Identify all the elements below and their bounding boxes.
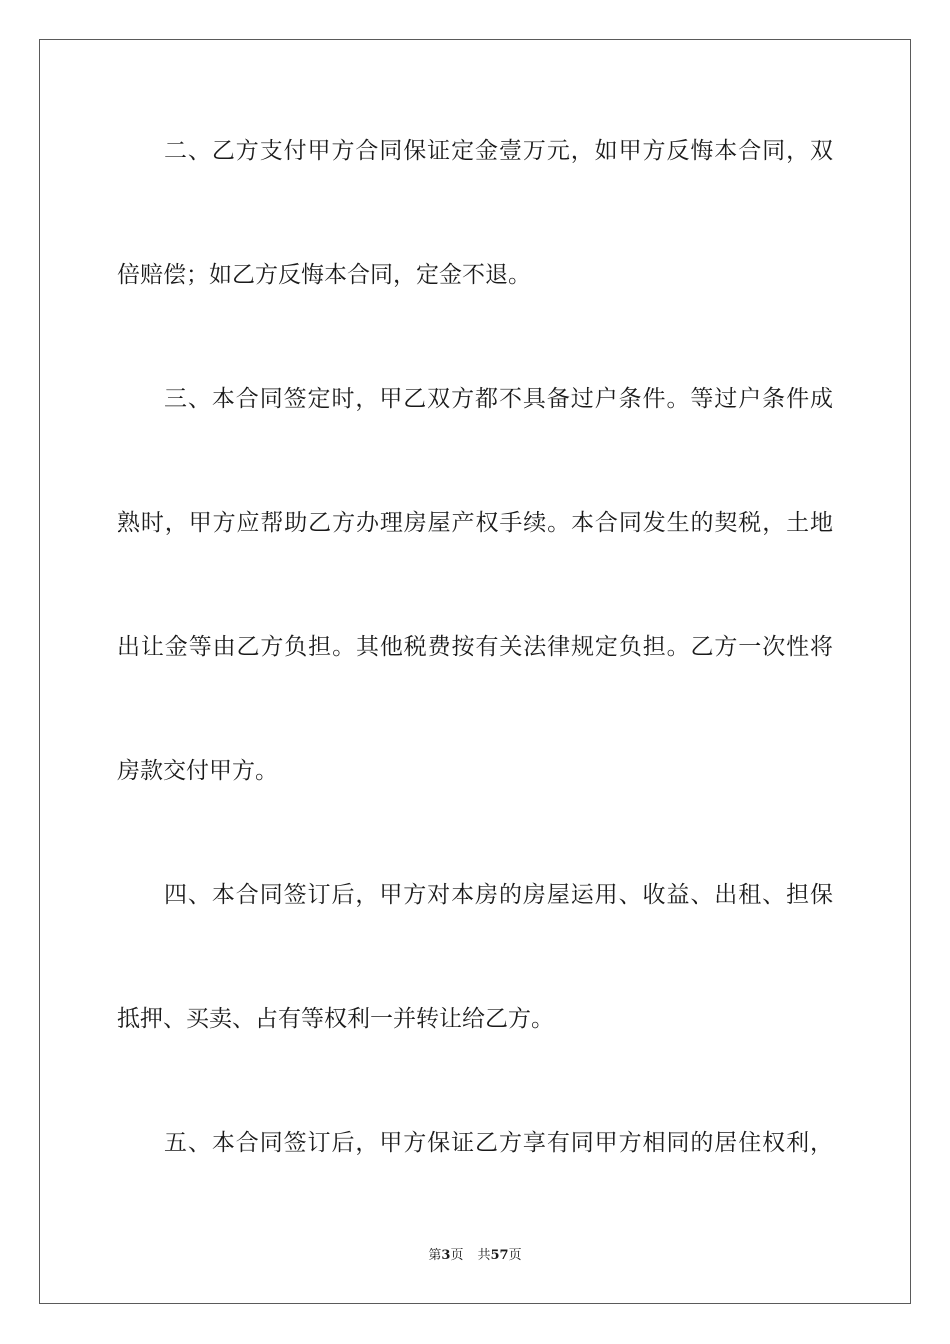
paragraph-3-line-3: 出让金等由乙方负担。其他税费按有关法律规定负担。乙方一次性将	[117, 634, 833, 660]
paragraph-2-line-1: 二、乙方支付甲方合同保证定金壹万元，如甲方反悔本合同，双	[164, 138, 833, 164]
paragraph-3-line-4: 房款交付甲方。	[117, 758, 278, 784]
paragraph-2-line-2: 倍赔偿；如乙方反悔本合同，定金不退。	[117, 262, 531, 288]
paragraph-5-line-1: 五、本合同签订后，甲方保证乙方享有同甲方相同的居住权利，	[164, 1130, 833, 1156]
page-border	[39, 39, 911, 1304]
paragraph-3-line-2: 熟时，甲方应帮助乙方办理房屋产权手续。本合同发生的契税，土地	[117, 510, 833, 536]
paragraph-4-line-1: 四、本合同签订后，甲方对本房的房屋运用、收益、出租、担保	[164, 882, 833, 908]
page-label-prefix: 第	[428, 1248, 442, 1263]
paragraph-3-line-1: 三、本合同签定时，甲乙双方都不具备过户条件。等过户条件成	[164, 386, 833, 412]
page-label-suffix: 页	[450, 1248, 464, 1263]
current-page-number: 3	[441, 1248, 451, 1263]
total-label-prefix: 共	[477, 1248, 491, 1263]
total-pages-number: 57	[490, 1248, 509, 1263]
page-footer	[0, 1246, 950, 1266]
total-label-suffix: 页	[508, 1248, 522, 1263]
paragraph-4-line-2: 抵押、买卖、占有等权利一并转让给乙方。	[117, 1006, 554, 1032]
